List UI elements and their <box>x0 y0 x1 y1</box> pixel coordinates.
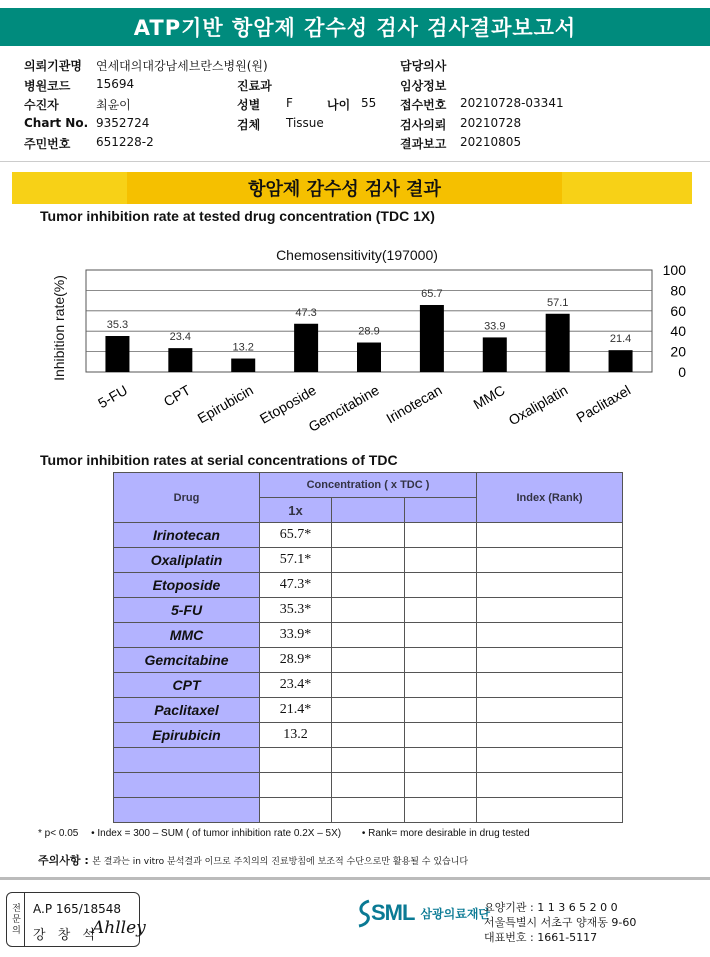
x-tick-label: Etoposide <box>256 381 319 427</box>
empty-cell <box>332 673 405 698</box>
table-row <box>114 673 623 698</box>
value-cell: 21.4* <box>260 698 332 723</box>
empty-cell <box>332 573 405 598</box>
table-row <box>114 548 623 573</box>
bar-value-label: 65.7 <box>421 287 443 300</box>
empty-cell <box>332 773 405 798</box>
table-row <box>114 798 623 823</box>
bar-value-label: 33.9 <box>484 320 506 333</box>
empty-cell <box>405 523 477 548</box>
value-cell: 65.7* <box>260 523 332 548</box>
drug-cell: Epirubicin <box>114 723 260 748</box>
ssn-value: 651228-2 <box>96 135 154 149</box>
drug-cell <box>114 773 260 798</box>
empty-cell <box>405 748 477 773</box>
empty-cell <box>477 598 623 623</box>
patient-label: 수진자 <box>24 98 59 112</box>
bar <box>546 314 570 372</box>
value-cell: 47.3* <box>260 573 332 598</box>
empty-cell <box>405 698 477 723</box>
empty-cell <box>477 748 623 773</box>
y-tick-label: 80 <box>670 282 686 299</box>
value-cell: 13.2 <box>260 723 332 748</box>
y-tick-label: 60 <box>670 302 686 319</box>
empty-cell <box>405 773 477 798</box>
signature: Ahlley <box>92 918 146 938</box>
caution-text: 본 결과는 in vitro 분석결과 이므로 주치의의 진료방침에 보조적 수단으로만 활용될 수 있습니다 <box>92 857 469 867</box>
drug-cell: Etoposide <box>114 573 260 598</box>
empty-cell <box>405 673 477 698</box>
table-row <box>114 648 623 673</box>
x-tick-label: CPT <box>160 381 194 410</box>
bar-value-label: 57.1 <box>546 296 569 309</box>
bar-value-label: 35.3 <box>106 318 129 331</box>
address-line1: 요양기관 : 1 1 3 6 5 2 0 0 <box>484 901 618 914</box>
x-tick-label: Gemcitabine <box>305 381 382 435</box>
divider <box>0 161 710 162</box>
table-row <box>114 723 623 748</box>
report-value: 20210805 <box>460 135 522 149</box>
institution-label: 의뢰기관명 <box>24 59 82 73</box>
concentration-header: Concentration ( x TDC ) <box>260 473 477 498</box>
sml-logo <box>357 898 490 928</box>
empty-cell <box>477 773 623 798</box>
chart-label: Chart No. <box>24 116 89 130</box>
empty-cell <box>332 623 405 648</box>
empty-cell <box>477 573 623 598</box>
age-label: 나이 <box>327 98 351 112</box>
section1-title: Tumor inhibition rate at tested drug concentration (TDC 1X) <box>40 208 435 224</box>
empty-cell <box>332 798 405 823</box>
empty-cell <box>332 548 405 573</box>
empty-cell <box>332 748 405 773</box>
empty-cell <box>477 523 623 548</box>
drug-cell <box>114 798 260 823</box>
result-banner <box>12 172 692 204</box>
address-line3: 대표번호 : 1661-5117 <box>484 931 598 944</box>
sml-logo-text: SML <box>371 900 415 925</box>
x-tick-label: MMC <box>470 381 508 413</box>
empty-cell <box>405 648 477 673</box>
drug-cell: Gemcitabine <box>114 648 260 673</box>
empty-cell <box>477 673 623 698</box>
bar-value-label: 23.4 <box>169 331 192 344</box>
value-cell <box>260 748 332 773</box>
empty-cell <box>332 648 405 673</box>
drug-cell <box>114 748 260 773</box>
footnote <box>38 828 530 839</box>
bar <box>231 359 255 372</box>
bar <box>105 336 129 372</box>
empty-cell <box>332 523 405 548</box>
chemosensitivity-chart <box>0 238 710 458</box>
caution-label: 주의사항 : <box>38 854 89 867</box>
value-cell: 23.4* <box>260 673 332 698</box>
empty-cell <box>477 548 623 573</box>
conc-col-3-header <box>405 498 477 523</box>
bar <box>609 350 633 372</box>
table-row <box>114 773 623 798</box>
institution-row <box>24 57 82 74</box>
result-banner-title: 항암제 감수성 검사 결과 <box>127 172 562 204</box>
drug-cell: Oxaliplatin <box>114 548 260 573</box>
empty-cell <box>405 598 477 623</box>
bar-value-label: 21.4 <box>609 333 632 346</box>
ssn-label: 주민번호 <box>24 137 71 151</box>
table-row <box>114 698 623 723</box>
sml-swoosh-icon <box>357 898 371 928</box>
y-tick-label: 0 <box>678 364 686 380</box>
request-label: 검사의뢰 <box>400 118 447 132</box>
empty-cell <box>405 573 477 598</box>
institution-value: 연세대의대강남세브란스병원(원) <box>96 59 268 73</box>
patient-value: 최윤이 <box>96 98 131 112</box>
drug-cell: Irinotecan <box>114 523 260 548</box>
request-value: 20210728 <box>460 116 522 130</box>
bar-value-label: 13.2 <box>232 341 254 354</box>
table-row <box>114 623 623 648</box>
y-tick-label: 100 <box>662 262 686 278</box>
sml-logo-name: 삼광의료재단 <box>420 906 491 921</box>
results-table <box>113 472 623 823</box>
value-cell: 28.9* <box>260 648 332 673</box>
drug-cell: CPT <box>114 673 260 698</box>
bar <box>483 337 507 372</box>
y-tick-label: 20 <box>670 343 686 360</box>
drug-cell: Paclitaxel <box>114 698 260 723</box>
doctor-label: 담당의사 <box>400 59 447 73</box>
footnote-p: * p< 0.05 <box>38 828 79 839</box>
y-tick-label: 40 <box>670 323 686 340</box>
value-cell: 33.9* <box>260 623 332 648</box>
bar <box>168 348 192 372</box>
index-header: Index (Rank) <box>477 473 623 523</box>
bar-value-label: 28.9 <box>358 325 380 338</box>
caution <box>38 852 468 868</box>
drug-cell: MMC <box>114 623 260 648</box>
table-row <box>114 748 623 773</box>
age-value: 55 <box>361 96 377 110</box>
report-title: ATP기반 항암제 감수성 검사 검사결과보고서 <box>0 8 710 46</box>
value-cell: 35.3* <box>260 598 332 623</box>
report-label: 결과보고 <box>400 137 447 151</box>
value-cell <box>260 798 332 823</box>
table-row <box>114 573 623 598</box>
footnote-rank: • Rank= more desirable in drug tested <box>361 828 530 839</box>
stamp-name: 강 창 석 <box>33 928 99 943</box>
pathologist-stamp <box>6 892 146 947</box>
chart-ylabel: Inhibition rate(%) <box>51 275 67 381</box>
conc-col-2-header <box>332 498 405 523</box>
department-label: 진료과 <box>237 79 272 93</box>
specimen-value: Tissue <box>286 116 324 130</box>
empty-cell <box>477 623 623 648</box>
empty-cell <box>332 698 405 723</box>
footer-divider <box>0 877 710 880</box>
value-cell <box>260 773 332 798</box>
empty-cell <box>477 648 623 673</box>
footnote-index: • Index = 300 – SUM ( of tumor inhibition rate 0.2X – 5X) <box>91 828 342 839</box>
empty-cell <box>405 798 477 823</box>
stamp-ap: A.P 165/18548 <box>33 902 121 916</box>
address-line2: 서울특별시 서초구 양재동 9-60 <box>484 916 637 929</box>
value-cell: 57.1* <box>260 548 332 573</box>
hospital-code-value: 15694 <box>96 77 135 91</box>
x-tick-label: Paclitaxel <box>573 381 634 426</box>
bar-value-label: 47.3 <box>295 306 317 319</box>
table-row <box>114 598 623 623</box>
empty-cell <box>405 548 477 573</box>
x-tick-label: 5-FU <box>95 381 131 412</box>
stamp-label: 전문의 <box>7 893 25 946</box>
bar <box>357 343 381 372</box>
conc-1x-header: 1x <box>260 498 332 523</box>
specimen-label: 검체 <box>237 118 261 132</box>
empty-cell <box>477 723 623 748</box>
chart-value: 9352724 <box>96 116 150 130</box>
empty-cell <box>332 723 405 748</box>
x-tick-label: Epirubicin <box>194 381 256 427</box>
bar <box>294 324 318 372</box>
bar <box>420 305 444 372</box>
sex-value: F <box>286 96 293 110</box>
empty-cell <box>405 623 477 648</box>
x-tick-label: Oxaliplatin <box>505 381 571 429</box>
hospital-code-label: 병원코드 <box>24 79 71 93</box>
empty-cell <box>332 598 405 623</box>
empty-cell <box>477 798 623 823</box>
x-tick-label: Irinotecan <box>383 381 445 427</box>
table-row <box>114 523 623 548</box>
accession-label: 접수번호 <box>400 98 447 112</box>
chart-title: Chemosensitivity(197000) <box>276 247 438 263</box>
empty-cell <box>405 723 477 748</box>
drug-cell: 5-FU <box>114 598 260 623</box>
accession-value: 20210728-03341 <box>460 96 564 110</box>
empty-cell <box>477 698 623 723</box>
drug-header: Drug <box>114 473 260 523</box>
section2-title: Tumor inhibition rates at serial concentrations of TDC <box>40 452 398 468</box>
clinical-label: 임상정보 <box>400 79 447 93</box>
sex-label: 성별 <box>237 98 261 112</box>
